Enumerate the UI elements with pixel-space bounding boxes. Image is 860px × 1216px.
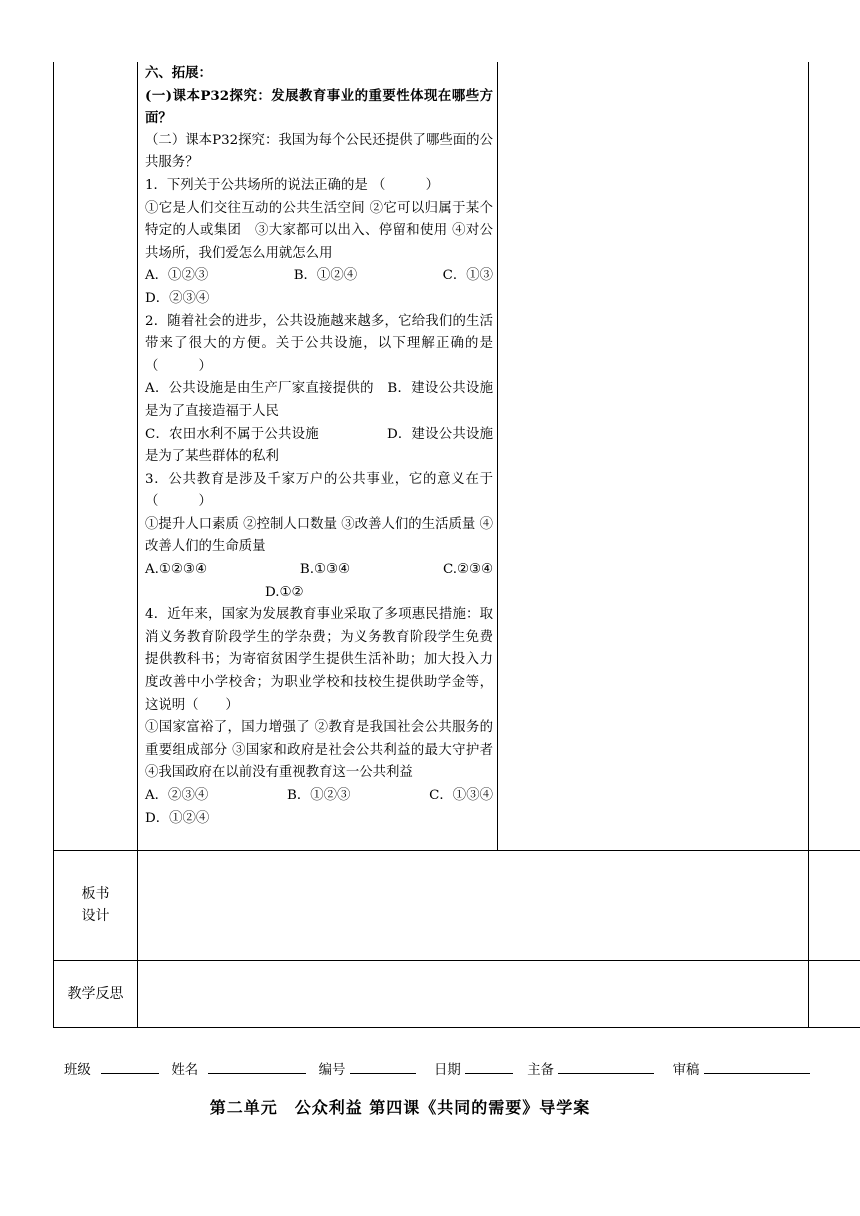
board-design-label: [54, 883, 137, 927]
question-3-stem: 3．公共教育是涉及千家万户的公共事业，它的意义在于 （ ）: [145, 471, 493, 510]
question-4-options: [145, 785, 493, 808]
lead-field[interactable]: [558, 1059, 654, 1074]
info-footer: [64, 1059, 810, 1078]
question-4-option-c: C．①③④: [429, 788, 493, 803]
table-divider-3: [808, 62, 809, 1028]
question-3-option-d: D.①②: [265, 584, 304, 600]
board-design-label-line1: 板书: [81, 886, 110, 902]
question-1-body: ①它是人们交往互动的公共生活空间 ②它可以归属于某个特定的人或集团 ③大家都可以出入、停留和使用 ④对公共场所，我们爱怎么用就怎么用: [145, 200, 493, 261]
question-4-option-d: D．①②④: [145, 810, 210, 826]
table-row-divider-2: [53, 960, 860, 961]
question-1-option-c: C．①③: [442, 268, 493, 284]
section-heading: 六、拓展：: [145, 65, 212, 81]
question-2-options-ab: A．公共设施是由生产厂家直接提供的 B．建设公共设施是为了直接造福于人民: [145, 381, 493, 419]
number-field[interactable]: [350, 1059, 416, 1074]
question-1-options: [145, 265, 493, 288]
question-4-stem: 4．近年来，国家为发展教育事业采取了多项惠民措施：取消义务教育阶段学生的学杂费；为义务教育阶段学生免费提供教科书；为寄宿贫困学生提供生活补助；加大投入力度改善中小学校舍；为职业学校和技校生提供助学金等，这说明（ ）: [145, 607, 493, 713]
extension-section: [145, 62, 493, 830]
number-label: 编号: [318, 1063, 346, 1078]
question-3-options: [145, 559, 493, 582]
question-3-option-a: A.①②③④: [145, 562, 207, 578]
question-3-option-c: C.②③④: [442, 562, 493, 578]
review-label: 审稿: [672, 1063, 700, 1078]
table-border-bottom: [53, 1027, 860, 1028]
inquiry-2: （二）课本P32探究：我国为每个公民还提供了哪些面的公共服务？: [145, 132, 493, 171]
date-field[interactable]: [465, 1059, 513, 1074]
date-label: 日期: [433, 1063, 461, 1078]
question-4-option-b: B．①②③: [287, 788, 351, 803]
question-4-option-a: A．②③④: [145, 788, 209, 803]
teaching-reflection-label: 教学反思: [67, 986, 124, 1002]
name-label: 姓名: [171, 1063, 199, 1078]
document-title: 第二单元 公众利益 第四课《共同的需要》导学案: [209, 1098, 591, 1117]
name-field[interactable]: [208, 1059, 306, 1074]
question-1-stem: 1．下列关于公共场所的说法正确的是 （ ）: [145, 177, 439, 193]
table-divider-1: [137, 62, 138, 1028]
question-2-options-cd: C．农田水利不属于公共设施 D．建设公共设施是为了某些群体的私利: [145, 426, 493, 465]
class-label: 班级: [64, 1063, 91, 1078]
class-field[interactable]: [101, 1059, 159, 1074]
question-2-stem: 2．随着社会的进步，公共设施越来越多，它给我们的生活带来了很大的方便。关于公共设施，以下理解正确的是（ ）: [145, 313, 493, 374]
question-4-body: ①国家富裕了，国力增强了 ②教育是我国社会公共服务的重要组成部分 ③国家和政府是社会公共利益的最大守护者 ④我国政府在以前没有重视教育这一公共利益: [145, 720, 493, 781]
board-design-label-line2: 设计: [81, 908, 110, 924]
review-field[interactable]: [704, 1059, 810, 1074]
question-1-option-b: B．①②④: [293, 268, 358, 284]
question-1-option-a: A．①②③: [145, 268, 209, 284]
question-3-body: ①提升人口素质 ②控制人口数量 ③改善人们的生活质量 ④改善人们的生命质量: [145, 516, 493, 555]
question-1-option-d: D．②③④: [145, 290, 210, 306]
question-3-option-b: B.①③④: [299, 562, 351, 578]
table-row-divider-1: [53, 850, 860, 851]
inquiry-1: (一)课本P32探究：发展教育事业的重要性体现在哪些方面？: [145, 87, 493, 127]
lead-label: 主备: [527, 1063, 555, 1078]
table-divider-2: [497, 62, 498, 850]
